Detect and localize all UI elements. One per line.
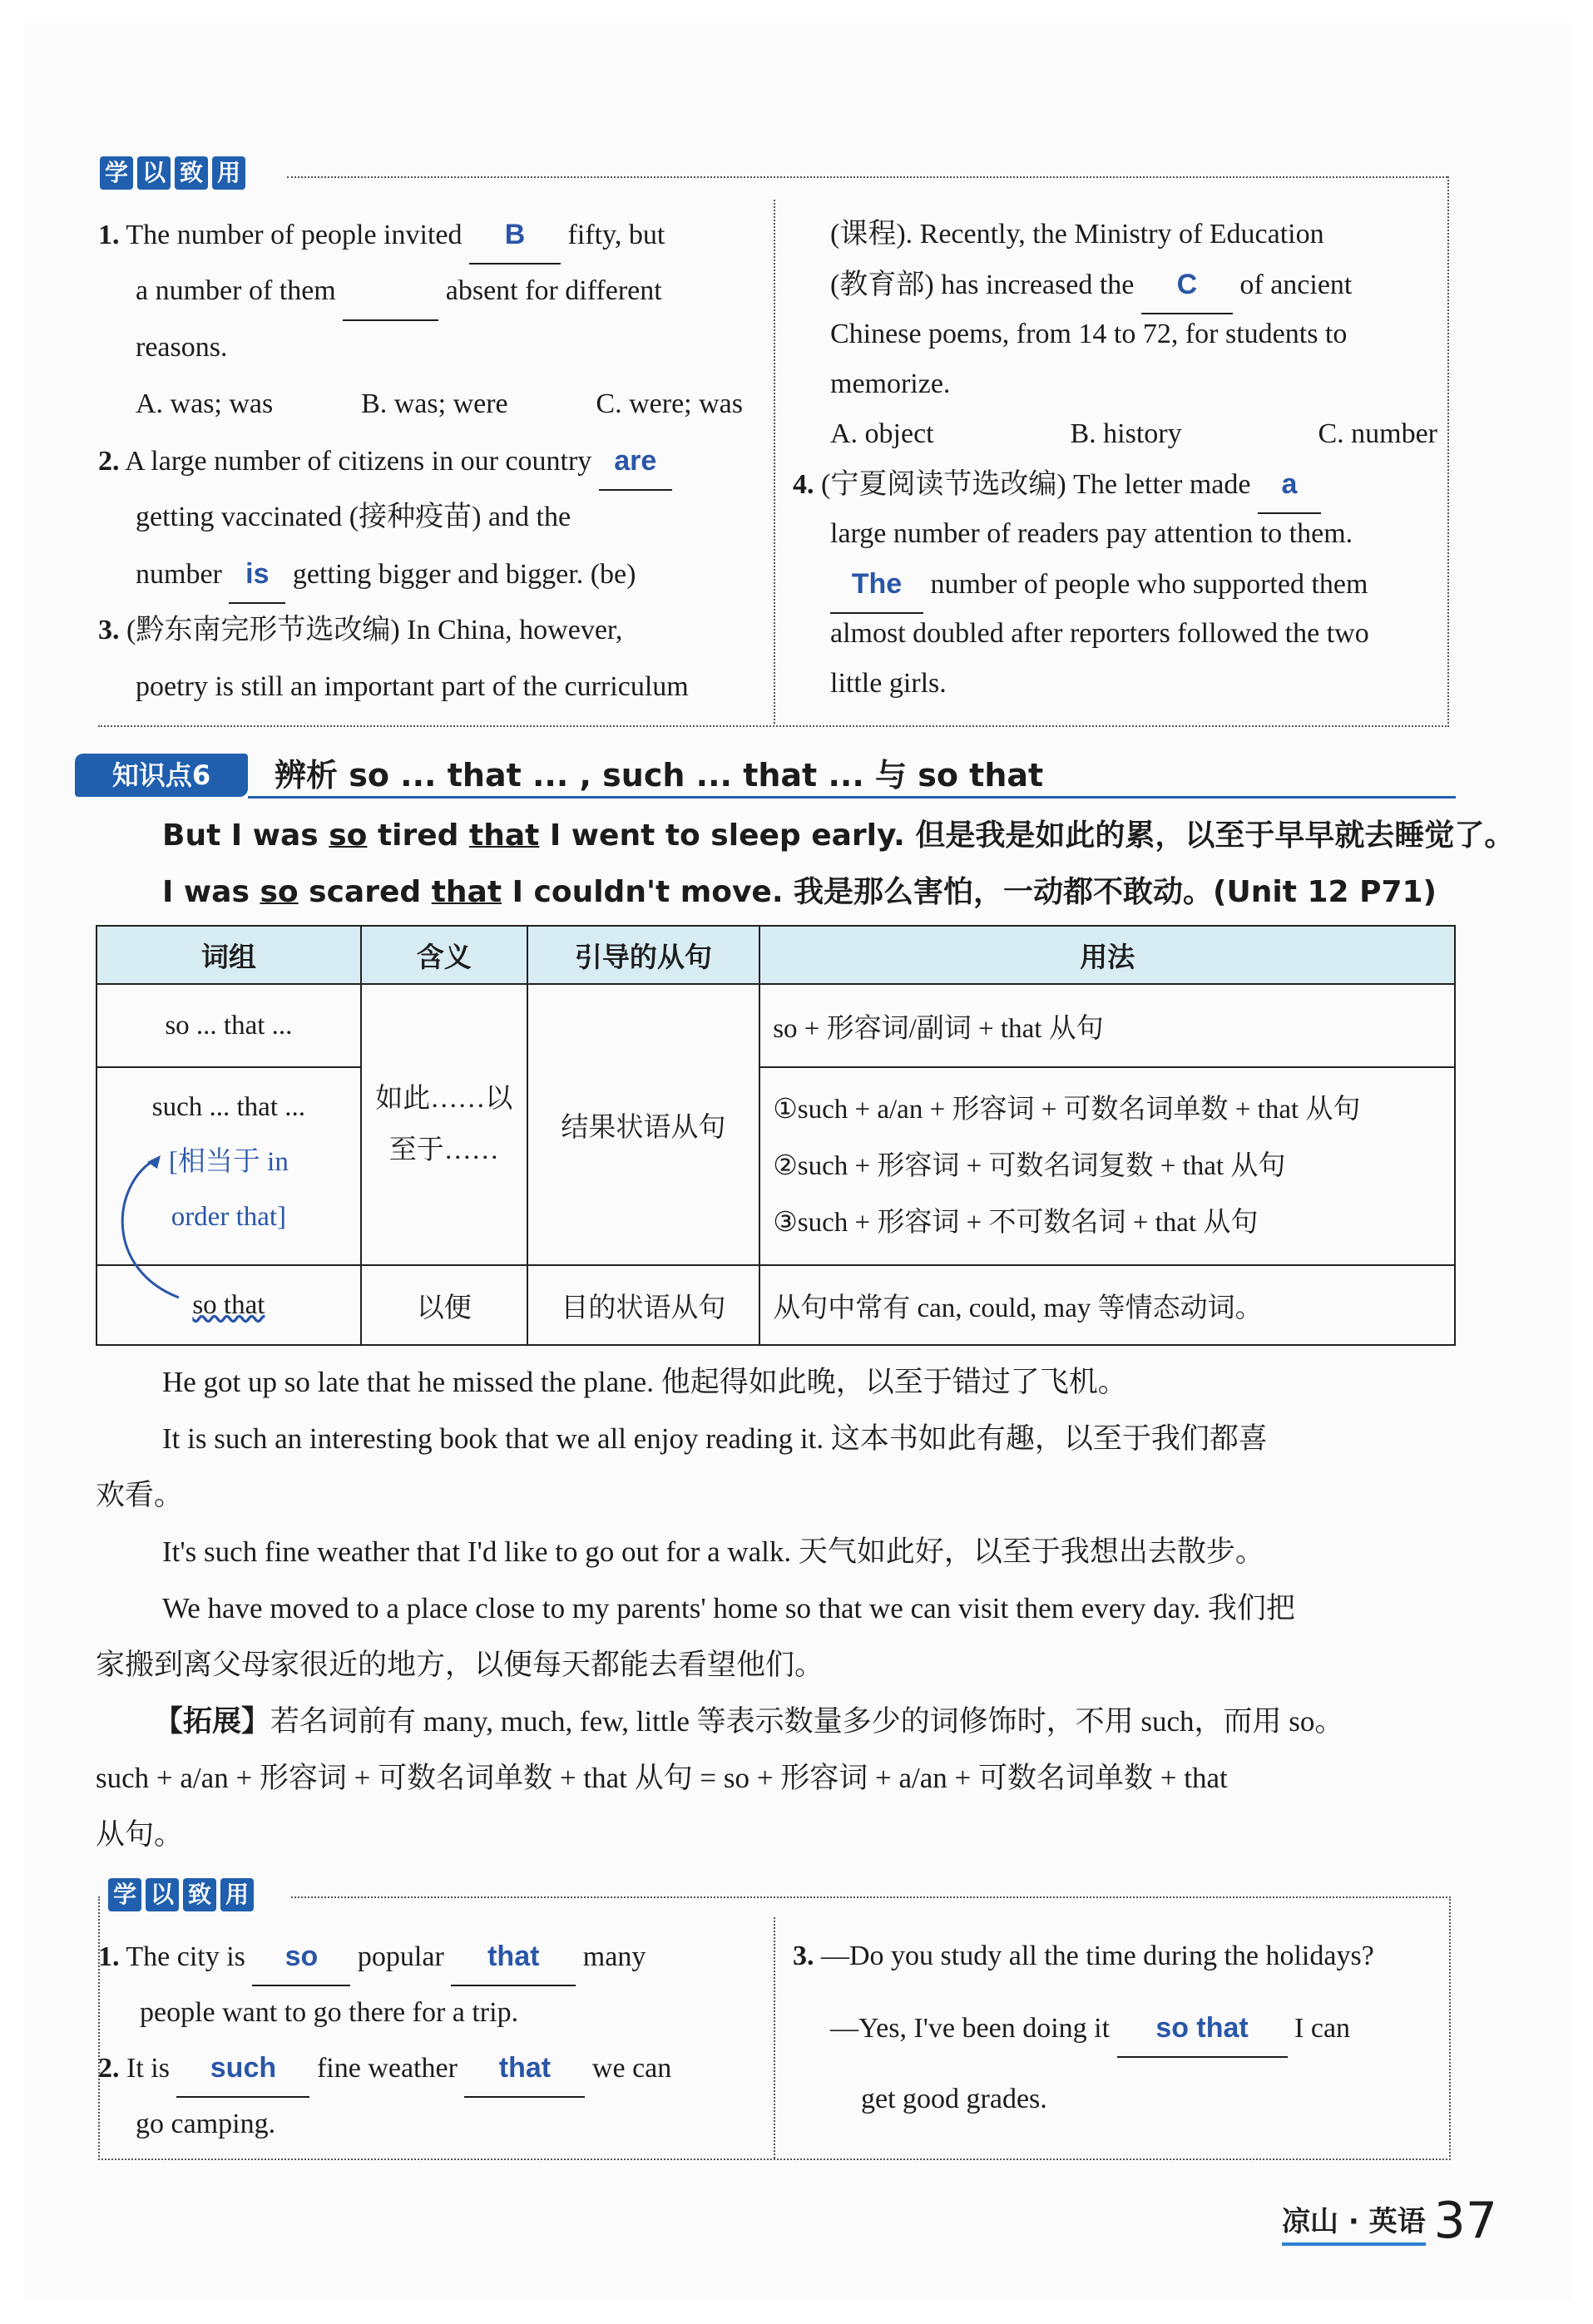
knowledge-point-badge: 知识点6 (75, 754, 248, 797)
question-2: 2. A large number of citizens in our country are (98, 433, 672, 491)
option[interactable]: A. object (830, 418, 934, 449)
usage-cell: 从句中常有 can, could, may 等情态动词。 (759, 1265, 1455, 1345)
book-label: 凉山 · 英语 (1282, 2198, 1426, 2246)
option[interactable]: B. was; were (361, 388, 508, 419)
example-line: He got up so late that he missed the plane. 他起得如此晚，以至于错过了飞机。 (162, 1366, 1127, 1398)
question-3-line5: Chinese poems, from 14 to 72, for students to (830, 319, 1348, 349)
question-1-options (136, 376, 743, 433)
box-top-border (291, 1896, 1447, 1898)
arrow-curve (122, 1160, 179, 1298)
badge-char: 学 (100, 156, 133, 190)
usage-line: ③such + 形容词 + 不可数名词 + that 从句 (773, 1208, 1259, 1238)
question-1-line2: a number of them absent for different (136, 263, 662, 321)
table-header: 引导的从句 (527, 926, 760, 984)
table-row (96, 984, 1455, 1067)
answer-blank[interactable]: C (1141, 256, 1233, 314)
option[interactable]: C. were; was (596, 388, 743, 419)
question-1-line2: people want to go there for a trip. (140, 1997, 519, 2028)
example-line: 家搬到离父母家很近的地方，以便每天都能去看望他们。 (96, 1649, 824, 1681)
phrase-text: such ... that ... (151, 1092, 305, 1122)
question-4: 4. (宁夏阅读节选改编) The letter made a (793, 456, 1321, 514)
answer-blank[interactable]: The (830, 556, 923, 614)
answer-blank[interactable]: are (599, 433, 672, 491)
example-line: It is such an interesting book that we all enjoy reading it. 这本书如此有趣，以至于我们都喜 (162, 1422, 1268, 1455)
example-line: 欢看。 (96, 1479, 184, 1511)
question-4-line2: large number of readers pay attention to them. (830, 518, 1353, 549)
extension-line: such + a/an + 形容词 + 可数名词单数 + that 从句 = so + 形容词 + a/an + 可数名词单数 + that (96, 1762, 1228, 1794)
answer-blank[interactable]: so that (1117, 2000, 1288, 2058)
clause-cell: 目的状语从句 (527, 1265, 760, 1345)
arrow-annotation (104, 1152, 204, 1310)
badge-char: 以 (146, 1878, 179, 1911)
question-4-line4: almost doubled after reporters followed the two (830, 618, 1369, 649)
option[interactable]: A. was; was (136, 388, 274, 419)
badge-char: 致 (183, 1878, 216, 1911)
usage-cell (759, 1067, 1455, 1265)
extension-line: 【拓展】若名词前有 many, much, few, little 等表示数量多少的词修饰时，不用 such，而用 so。 (154, 1705, 1344, 1738)
title-underline (248, 796, 1456, 799)
usage-line: ①such + a/an + 形容词 + 可数名词单数 + that 从句 (773, 1095, 1361, 1125)
example-sentence-1: But I was so tired that I went to sleep early. 但是我是如此的累，以至于早早就去睡觉了。 (162, 818, 1515, 853)
answer-blank[interactable]: a (1258, 456, 1321, 514)
question-3-line3: get good grades. (861, 2084, 1047, 2114)
question-3-line6: memorize. (830, 368, 951, 399)
question-4-line5: little girls. (830, 668, 947, 699)
usage-cell: so + 形容词/副词 + that 从句 (759, 984, 1455, 1067)
phrase-cell: so ... that ... (96, 984, 361, 1067)
answer-blank[interactable]: B (469, 206, 561, 265)
clause-cell: 结果状语从句 (527, 984, 760, 1265)
meaning-cell: 以便 (361, 1265, 527, 1345)
badge-char: 用 (220, 1878, 254, 1911)
meaning-cell: 如此……以至于…… (361, 984, 527, 1265)
column-divider (774, 200, 775, 724)
question-3: 3. (黔东南完形节选改编) In China, however, (98, 615, 623, 645)
question-2-line2: go camping. (136, 2109, 276, 2139)
question-1-line3: reasons. (136, 332, 228, 363)
table-header-row (96, 926, 1455, 984)
page-number: 37 (1433, 2192, 1497, 2250)
question-3-line4: (教育部) has increased the C of ancient (830, 256, 1352, 314)
badge-char: 致 (175, 156, 208, 190)
extension-line: 从句。 (96, 1818, 184, 1851)
table-header: 用法 (759, 926, 1455, 984)
question-1: 1. The city is so popular that many (98, 1928, 646, 1986)
question-3-line2: —Yes, I've been doing it so that I can (830, 2000, 1350, 2058)
table-header: 词组 (96, 926, 361, 984)
option[interactable]: C. number (1318, 418, 1437, 449)
table-row (96, 1265, 1455, 1345)
example-sentence-2: I was so scared that I couldn't move. 我是那么害怕，一动都不敢动。(Unit 12 P71) (162, 875, 1437, 909)
question-2-line3: number is getting bigger and bigger. (be) (136, 546, 636, 604)
box-top-border (287, 176, 1447, 178)
empty-blank[interactable] (343, 263, 438, 321)
example-line: It's such fine weather that I'd like to go out for a walk. 天气如此好，以至于我想出去散步。 (162, 1535, 1264, 1568)
answer-blank[interactable]: that (451, 1928, 576, 1986)
column-divider (774, 1917, 775, 2158)
extension-label: 【拓展】 (154, 1705, 271, 1738)
answer-blank[interactable]: that (464, 2040, 585, 2098)
question-3: 3. —Do you study all the time during the holidays? (793, 1941, 1374, 1971)
question-1: 1. The number of people invited B fifty, but (98, 206, 755, 265)
note-text: [相当于 in order that] (168, 1147, 289, 1232)
knowledge-point-title: 辨析 so ... that ... , such ... that ... 与 so that (275, 757, 1044, 794)
question-3-options (830, 406, 1437, 462)
phrase-cell: so that (96, 1265, 361, 1345)
answer-blank[interactable]: such (176, 2040, 309, 2098)
question-2: 2. It is such fine weather that we can (98, 2040, 671, 2098)
option[interactable]: B. history (1070, 418, 1182, 449)
example-line: We have moved to a place close to my parents' home so that we can visit them every day. 我们把 (162, 1592, 1295, 1624)
question-3-line3: (课程). Recently, the Ministry of Education (830, 219, 1324, 250)
question-2-line2: getting vaccinated (接种疫苗) and the (136, 502, 571, 532)
usage-line: ②such + 形容词 + 可数名词复数 + that 从句 (773, 1151, 1286, 1181)
question-3-line2: poetry is still an important part of the curriculum (136, 671, 689, 702)
table-header: 含义 (361, 926, 527, 984)
comparison-table (96, 925, 1456, 1346)
badge-char: 以 (137, 156, 171, 190)
table-row (96, 1067, 1455, 1265)
badge-char: 用 (212, 156, 245, 190)
question-4-line3: The number of people who supported them (830, 556, 1368, 614)
answer-blank[interactable]: is (229, 546, 285, 604)
answer-blank[interactable]: so (252, 1928, 350, 1986)
page-footer (1282, 2192, 1497, 2250)
badge-char: 学 (108, 1878, 141, 1911)
arrow-head (147, 1155, 161, 1169)
